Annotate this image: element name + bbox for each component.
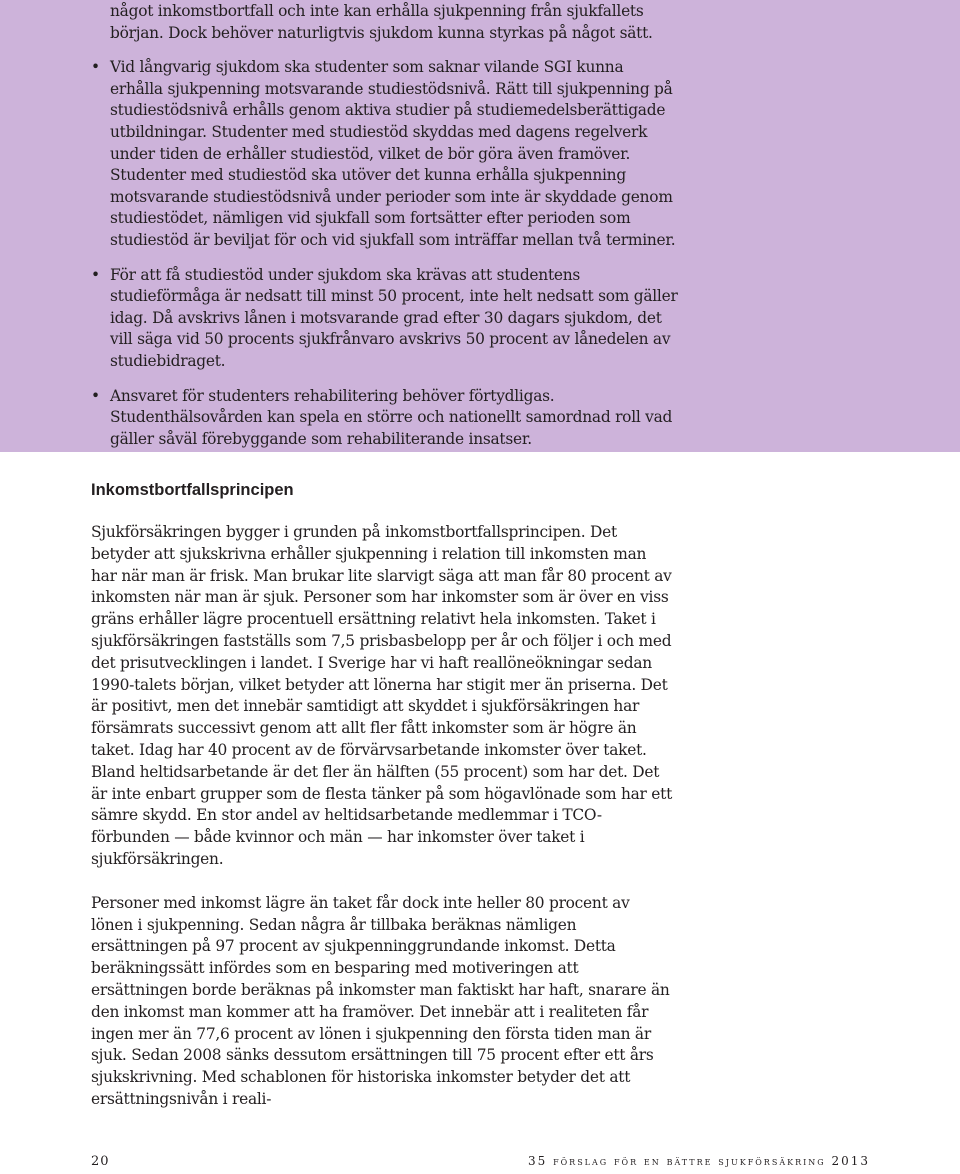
bullet-item: • För att få studiestöd under sjukdom ska krävas att studentens studieförmåga är nedsatt till minst 50 procent, inte helt nedsatt som gäller idag. Då avskrivs lånen i motsvarande grad efter 30 dagars sjukdom, det vill säga vid 50 procents sjukfrånvaro avskrivs 50 procent av lånedelen av studiebidraget. xyxy=(110,265,680,373)
running-footer-title: 35 förslag för en bättre sjukförsäkring 2013 xyxy=(527,1154,870,1168)
highlight-box-text xyxy=(110,1,680,463)
section-body xyxy=(91,522,676,1133)
bullet-item: • Vid långvarig sjukdom ska studenter som saknar vilande SGI kunna erhålla sjukpenning motsvarande studiestödsnivå. Rätt till sjukpenning på studiestödsnivå erhålls genom aktiva studier på studiemedelsberättigade utbildningar. Studenter med studiestöd skyddas med dagens regelverk under tiden de erhåller studiestöd, vilket de bör göra även framöver. Studenter med studiestöd ska utöver det kunna erhålla sjukpenning motsvarande studiestödsnivå under perioder som inte är skyddade genom studiestödet, nämligen vid sjukfall som fortsätter efter perioden som studiestöd är beviljat för och vid sjukfall som inträffar mellan två terminer. xyxy=(110,57,680,251)
section-heading: Inkomstbortfallsprincipen xyxy=(91,481,294,499)
highlight-box xyxy=(0,0,960,452)
body-paragraph: Personer med inkomst lägre än taket får dock inte heller 80 procent av lönen i sjukpenning. Sedan några år tillbaka beräknas nämligen ersättningen på 97 procent av sjukpenninggrundande inkomst. Detta beräkningssätt infördes som en besparing med motiveringen att ersättningen borde beräknas på inkomster man faktiskt har haft, snarare än den inkomst man kommer att ha framöver. Det innebär att i realiteten får ingen mer än 77,6 procent av lönen i sjukpenning den första tiden man är sjuk. Sedan 2008 sänks dessutom ersättningen till 75 procent efter ett års sjukskrivning. Med schablonen för historiska inkomster betyder det att ersättningsnivån i reali- xyxy=(91,893,670,1108)
bullet-list xyxy=(110,57,680,450)
body-paragraph: Sjukförsäkringen bygger i grunden på inkomstbortfallsprincipen. Det betyder att sjukskrivna erhåller sjukpenning i relation till inkomsten man har när man är frisk. Man brukar lite slarvigt säga att man får 80 procent av inkomsten när man är sjuk. Personer som har inkomster som är över en viss gräns erhåller lägre procentuell ersättning relativt hela inkomsten. Taket i sjukförsäkringen fastställs som 7,5 prisbasbelopp per år och följer i och med det prisutvecklingen i landet. I Sverige har vi haft reallöneökningar sedan 1990-talets början, vilket betyder att lönerna har stigit mer än priserna. Det är positivt, men det innebär samtidigt att skyddet i sjukförsäkringen har försämrats successivt genom att allt fler fått inkomster som är högre än taket. Idag har 40 procent av de förvärvsarbetande inkomster över taket. Bland heltidsarbetande är det fler än hälften (55 procent) som har det. Det är inte enbart grupper som de flesta tänker på som högavlönade som har ett sämre skydd. En stor andel av heltidsarbetande medlemmar i TCO-förbunden — både kvinnor och män — har inkomster över taket i sjukförsäkringen. xyxy=(91,523,673,868)
bullet-item: • Ansvaret för studenters rehabilitering behöver förtydligas. Studenthälsovården kan spela en större och nationellt samordnad roll vad gäller såväl förebyggande som rehabiliterande insatser. xyxy=(110,386,680,451)
page-number: 20 xyxy=(91,1154,110,1169)
box-continuation-text: något inkomstbortfall och inte kan erhålla sjukpenning från sjukfallets början. Dock behöver naturligtvis sjukdom kunna styrkas på något sätt. xyxy=(110,2,653,42)
